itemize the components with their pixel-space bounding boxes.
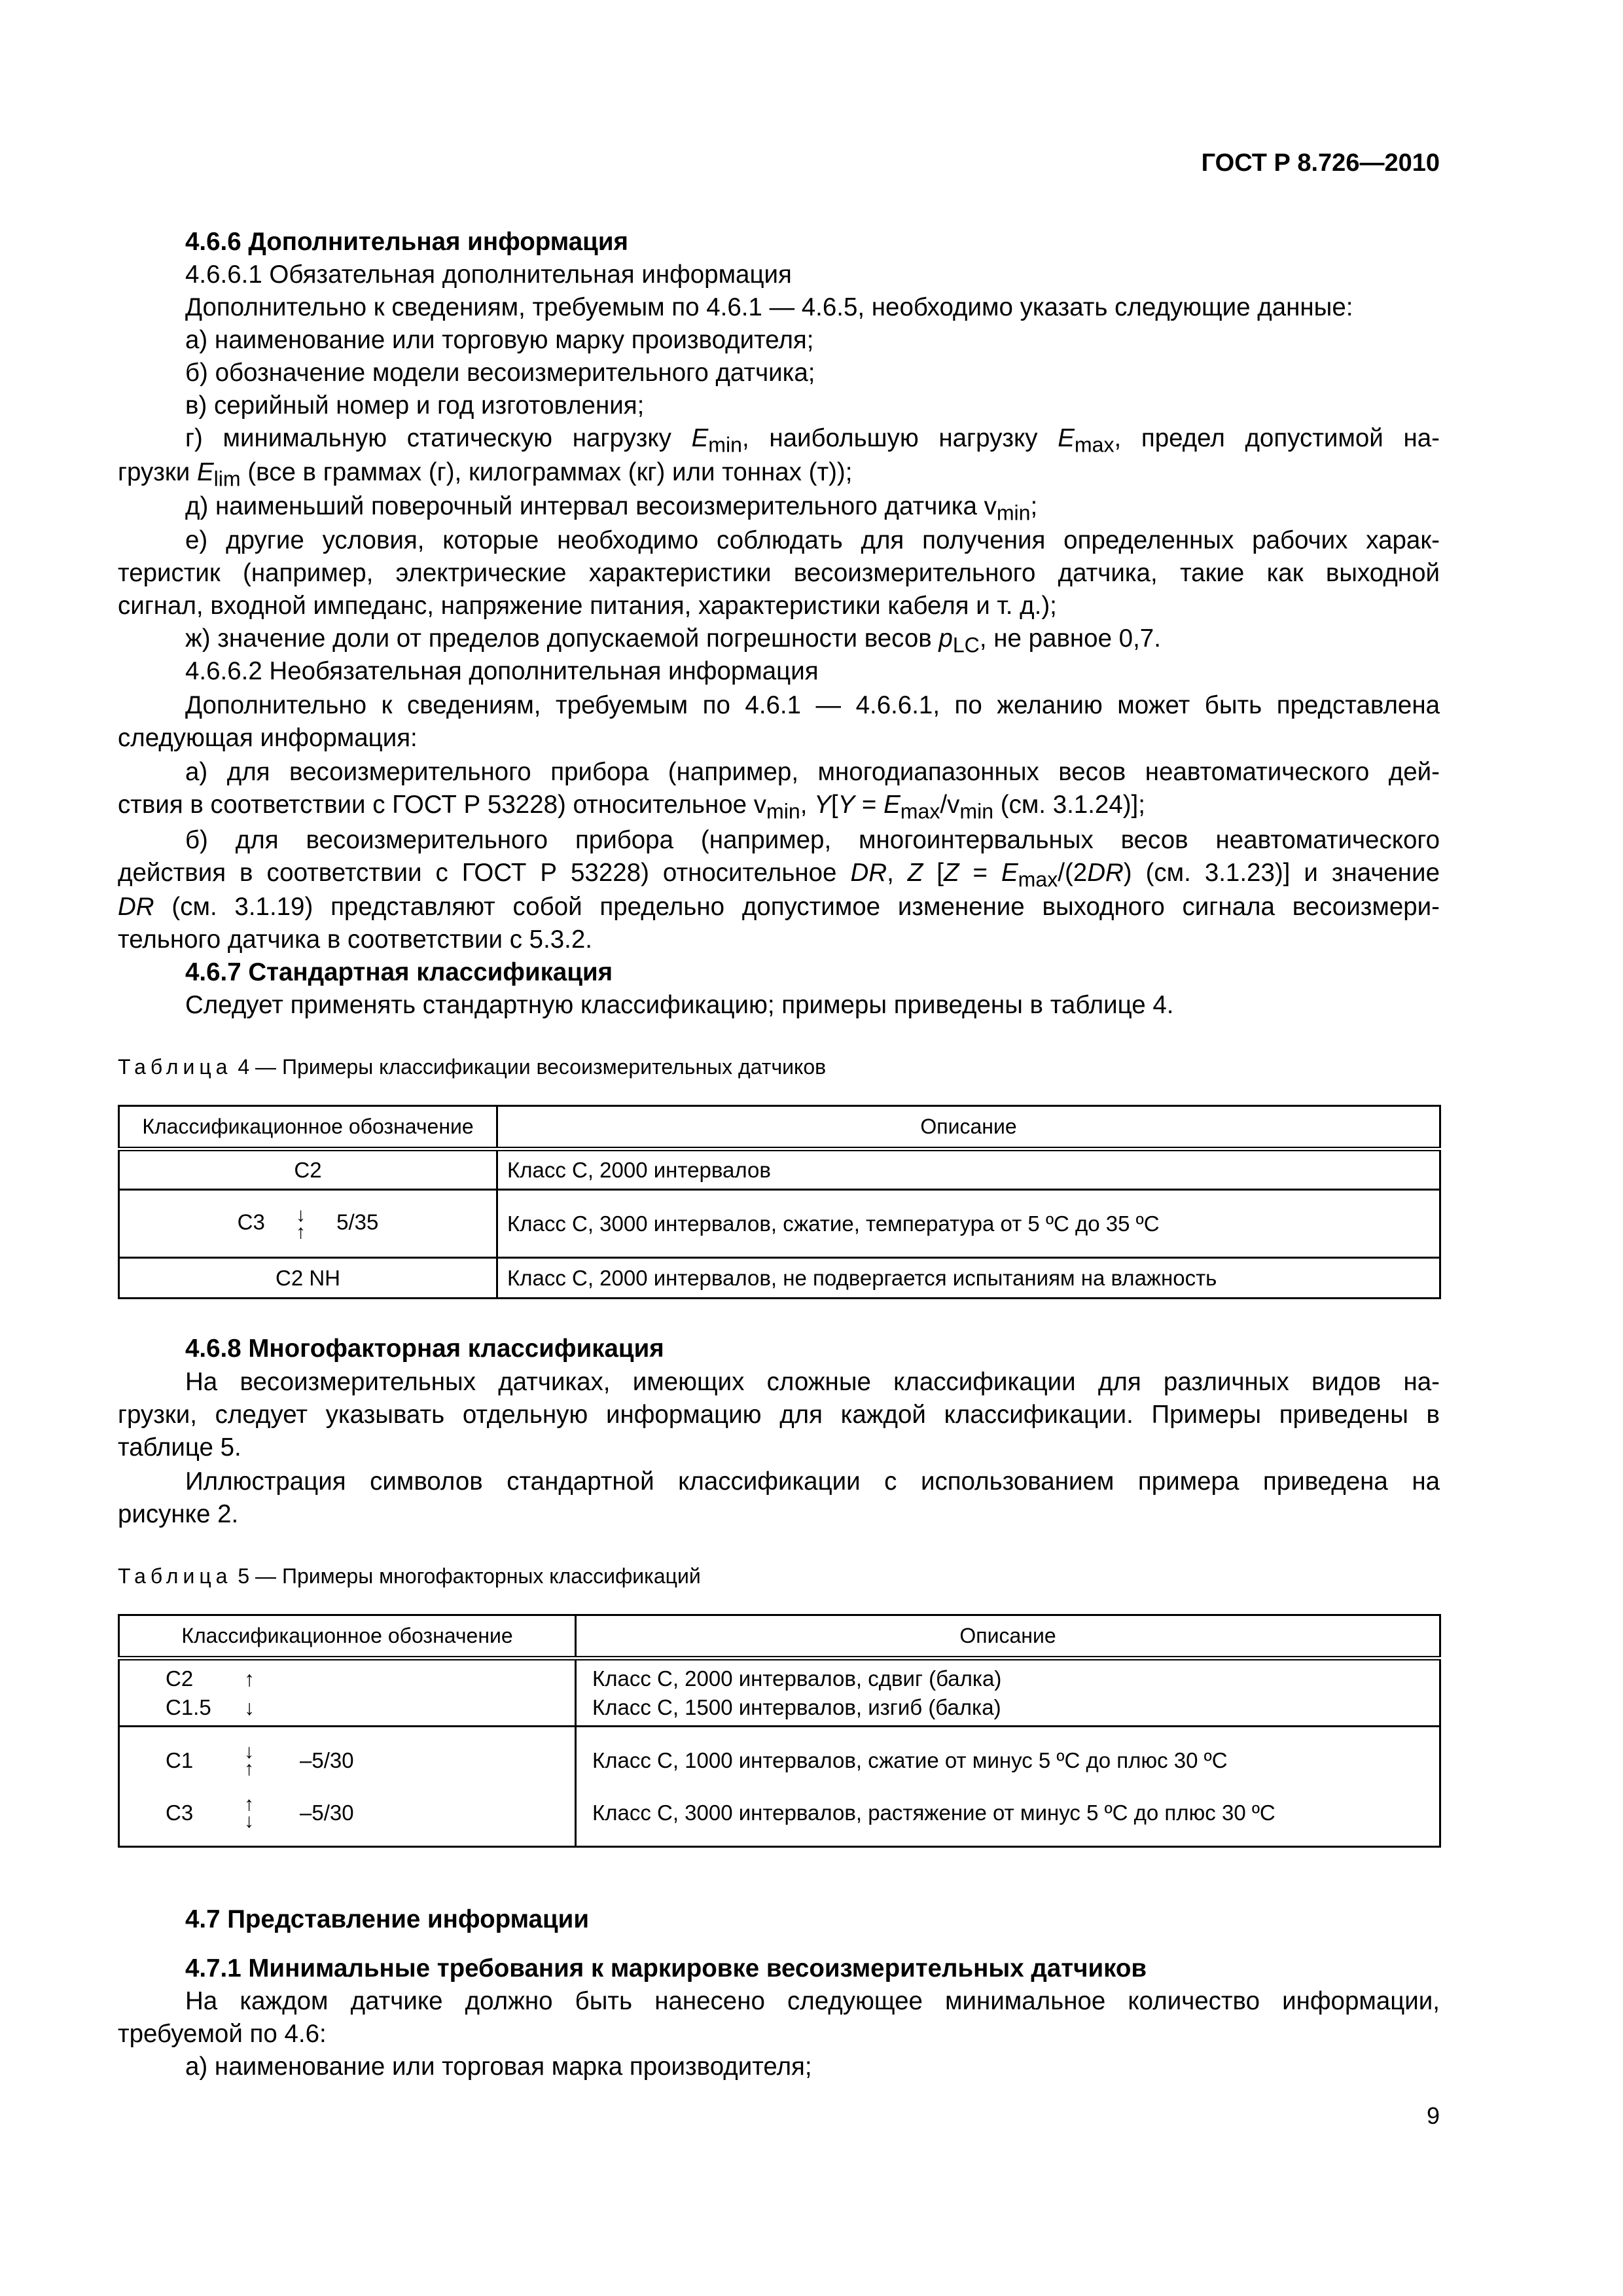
paragraph: На весоизмерительных датчиках, имеющих сложные классификации для различных видов на- bbox=[185, 1368, 1440, 1396]
paragraph-continuation: рисунке 2. bbox=[118, 1500, 239, 1528]
section-4-7-1-title: 4.7.1 Минимальные требования к маркировке весоизмерительных датчиков bbox=[185, 1954, 1147, 1982]
paragraph: Следует применять стандартную классификацию; примеры приведены в таблице 4. bbox=[185, 991, 1174, 1019]
table-row bbox=[119, 1659, 1440, 1727]
section-4-7-title: 4.7 Представление информации bbox=[185, 1905, 589, 1933]
table-header-cell: Классификационное обозначение bbox=[119, 1106, 497, 1149]
section-4-6-8-title: 4.6.8 Многофакторная классификация bbox=[185, 1335, 664, 1363]
table-5-caption: Таблица 5 — Примеры многофакторных классификаций bbox=[118, 1564, 701, 1588]
table-header-cell: Описание bbox=[576, 1615, 1440, 1659]
section-4-6-6-2-title: 4.6.6.2 Необязательная дополнительная информация bbox=[185, 657, 819, 685]
table-cell: C2 bbox=[119, 1149, 497, 1190]
paragraph: Иллюстрация символов стандартной классификации с использованием примера приведена на bbox=[185, 1467, 1440, 1496]
list-item: а) для весоизмерительного прибора (например, многодиапазонных весов неавтоматического дей- bbox=[185, 758, 1440, 786]
list-item: б) для весоизмерительного прибора (например, многоинтервальных весов неавтоматического bbox=[185, 826, 1440, 854]
list-item: а) наименование или торговую марку производителя; bbox=[185, 326, 814, 354]
arrow-pair-icon: ↓ ↑ bbox=[295, 1204, 306, 1243]
table-row bbox=[119, 1258, 1440, 1299]
page-number: 9 bbox=[1426, 2102, 1440, 2129]
paragraph-continuation: требуемой по 4.6: bbox=[118, 2020, 327, 2048]
list-item-continuation: тельного датчика в соответствии с 5.3.2. bbox=[118, 925, 592, 954]
list-item-continuation: сигнал, входной импеданс, напряжение питания, характеристики кабеля и т. д.); bbox=[118, 592, 1057, 620]
list-item: г) минимальную статическую нагрузку $E_{min}$, наибольшую нагрузку $E_{max}$, предел допустимой на- bbox=[185, 424, 1440, 457]
table-5 bbox=[118, 1614, 1441, 1848]
arrow-pair-icon: ↑ ↓ bbox=[244, 1793, 254, 1832]
section-4-6-6-title: 4.6.6 Дополнительная информация bbox=[185, 228, 628, 256]
paragraph-continuation: грузки, следует указывать отдельную информацию для каждой классификации. Примеры приведены в bbox=[118, 1401, 1440, 1429]
table-cell: C1 ↓ ↑ –5/30 C3 ↑ ↓ –5/30 bbox=[119, 1727, 576, 1847]
document-id: ГОСТ Р 8.726—2010 bbox=[1201, 149, 1440, 177]
table-4-caption: Таблица 4 — Примеры классификации весоизмерительных датчиков bbox=[118, 1055, 827, 1079]
table-header-cell: Классификационное обозначение bbox=[119, 1615, 576, 1659]
section-4-6-6-1-title: 4.6.6.1 Обязательная дополнительная информация bbox=[185, 260, 792, 289]
paragraph: На каждом датчике должно быть нанесено следующее минимальное количество информации, bbox=[185, 1987, 1440, 2015]
table-cell: C3 ↓ ↑ 5/35 bbox=[119, 1190, 497, 1258]
arrow-pair-icon: ↓ ↑ bbox=[244, 1740, 254, 1780]
list-item-continuation: ствия в соответствии с ГОСТ Р 53228) относительное $v_{min}$, $Y[Y = E_{max}/v_{min}$ (см. 3.1.24)]; bbox=[118, 791, 1145, 823]
table-header-cell: Описание bbox=[497, 1106, 1440, 1149]
table-row bbox=[119, 1190, 1440, 1258]
table-cell: Класс С, 2000 интервалов, сдвиг (балка) Класс С, 1500 интервалов, изгиб (балка) bbox=[576, 1659, 1440, 1727]
table-cell: Класс С, 2000 интервалов bbox=[497, 1149, 1440, 1190]
section-4-6-7-title: 4.6.7 Стандартная классификация bbox=[185, 958, 613, 986]
arrow-down-icon: ↓ bbox=[244, 1695, 255, 1719]
list-item: а) наименование или торговая марка производителя; bbox=[185, 2053, 812, 2081]
paragraph-continuation: таблице 5. bbox=[118, 1433, 241, 1462]
table-cell: C2 NH bbox=[119, 1258, 497, 1299]
list-item: в) серийный номер и год изготовления; bbox=[185, 391, 645, 420]
paragraph: Дополнительно к сведениям, требуемым по 4.6.1 — 4.6.5, необходимо указать следующие данные: bbox=[185, 293, 1353, 321]
paragraph: Дополнительно к сведениям, требуемым по 4.6.1 — 4.6.6.1, по желанию может быть представлена bbox=[185, 691, 1440, 719]
list-item-continuation: грузки $E_{lim}$ (все в граммах (г), килограммах (кг) или тоннах (т)); bbox=[118, 458, 853, 491]
list-item: ж) значение доли от пределов допускаемой погрешности весов $p_{LC}$, не равное 0,7. bbox=[185, 624, 1161, 657]
list-item: е) другие условия, которые необходимо соблюдать для получения определенных рабочих харак- bbox=[185, 526, 1440, 554]
list-item-continuation: DR (см. 3.1.19) представляют собой предельно допустимое изменение выходного сигнала весоизмери- bbox=[118, 893, 1440, 921]
table-cell: Класс С, 3000 интервалов, сжатие, температура от 5 ºС до 35 ºС bbox=[497, 1190, 1440, 1258]
list-item: д) наименьший поверочный интервал весоизмерительного датчика $v_{min}$; bbox=[185, 492, 1038, 525]
table-4 bbox=[118, 1105, 1441, 1299]
table-row bbox=[119, 1727, 1440, 1847]
list-item-continuation: действия в соответствии с ГОСТ Р 53228) относительное DR, Z [$Z = E_{max}/(2DR)$ (см. 3.1.23)] и значение bbox=[118, 859, 1440, 891]
list-item: б) обозначение модели весоизмерительного датчика; bbox=[185, 359, 815, 387]
paragraph-continuation: следующая информация: bbox=[118, 724, 418, 752]
table-cell: Класс С, 1000 интервалов, сжатие от минус 5 ºС до плюс 30 ºС Класс С, 3000 интервалов, растяжение от минус 5 ºС до плюс 30 ºС bbox=[576, 1727, 1440, 1847]
arrow-up-icon: ↑ bbox=[244, 1666, 255, 1691]
list-item-continuation: теристик (например, электрические характеристики весоизмерительного датчика, такие как выходной bbox=[118, 559, 1440, 587]
table-row bbox=[119, 1149, 1440, 1190]
table-cell: C2 C1.5↑ ↓ bbox=[119, 1659, 576, 1727]
table-cell: Класс С, 2000 интервалов, не подвергается испытаниям на влажность bbox=[497, 1258, 1440, 1299]
